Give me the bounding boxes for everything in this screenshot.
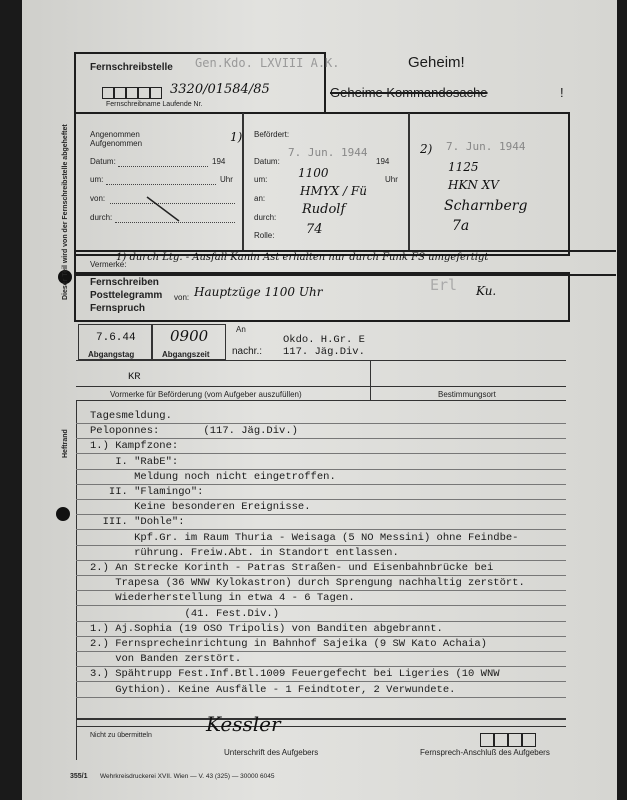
forwarded-year: 194 [376,157,390,166]
angenommen-label: Angenommen [90,130,140,139]
signature: Kessler [206,712,281,736]
received-um-label: um: [90,175,104,184]
dispatch-date: 7.6.44 [96,332,136,344]
body-line: II. "Flamingo": [90,486,204,498]
ruled-line [76,560,566,561]
posttelegramm-label: Posttelegramm [90,290,163,301]
ruled-line [76,666,566,667]
body-line: 2.) Fernsprecheinrichtung in Bahnhof Sajeika (9 SW Kato Achaia) [90,638,487,650]
note-label: Vermerke: [90,260,127,269]
received-date-line [118,166,208,167]
exclamation: ! [560,85,564,100]
aufgenommen-label: Aufgenommen [90,139,143,148]
phone-label: Fernsprech-Anschluß des Aufgebers [420,748,550,757]
body-line: rührung. Freiw.Abt. in Standort entlassen. [90,546,399,559]
serial-number: 3320/01584/85 [170,82,270,97]
kr-bottom-line [76,400,566,401]
body-line: Meldung noch nicht eingetroffen. [90,470,336,483]
forwarded-durch-value: Rudolf [302,202,346,217]
body-line: 1.) Aj.Sophia (19 OSO Tripolis) von Banditen abgebrannt. [90,622,443,635]
col-divider-2 [408,113,410,251]
ruled-line [76,438,566,439]
kr-top-line [76,360,566,361]
dispatch-time: 0900 [170,327,209,345]
ruled-line [76,529,566,530]
ruled-line [76,514,566,515]
transmission-von-label: von: [174,293,190,302]
forwarded-time: 1100 [298,166,329,180]
body-line: I. "RabE": [90,455,179,468]
forwarded-uhr: Uhr [385,175,398,184]
dispatch-time-label: Abgangszeit [162,350,210,359]
received-year: 194 [212,157,226,166]
phone-box-1 [480,733,494,747]
fernspruch-label: Fernspruch [90,303,146,314]
col2-marker: 1) [230,130,243,144]
fernschreibstelle-label: Fernschreibstelle [90,62,173,73]
ruled-line [76,697,566,698]
body-line: 3.) Spähtrupp Fest.Inf.Btl.1009 Feuergefecht bei Ligeries (10 WNW [90,668,500,681]
cut-notice-label: Dieser Teil wird von der Fernschreibstelle abgeheftet [62,124,69,300]
ruled-line [76,453,566,454]
destination-label: Bestimmungsort [438,390,496,399]
col3-to: HKN XV [448,178,499,192]
forwarded-datum-label: Datum: [254,157,280,166]
received-durch-label: durch: [90,213,113,222]
forwarded-an-value: HMYX / Fü [300,184,367,198]
body-line: Peloponnes: (117. Jäg.Div.) [90,425,298,438]
serial-box-1 [102,87,114,99]
col3-time: 1125 [448,160,479,174]
serial-box-5 [150,87,162,99]
forwarded-date-stamp: 7. Jun. 1944 [288,146,368,159]
col3-rolle: 7a [452,218,470,234]
unit-stamp: Gen.Kdo. LXVIII A.K. [195,56,340,70]
ruled-line [76,545,566,546]
footer-line-2 [76,726,566,727]
body-line: Kpf.Gr. im Raum Thuria - Weisaga (5 NO Messini) ohne Feindbe- [90,531,519,544]
received-um-line [106,184,216,185]
received-datum-label: Datum: [90,157,116,166]
signature-label: Unterschrift des Aufgebers [224,748,319,757]
kr-label-line [76,386,370,387]
transmission-initials: Ku. [476,284,497,298]
phone-box-3 [508,733,522,747]
dispatch-date-label: Abgangstag [88,350,135,359]
col3-by: Scharnberg [444,198,528,214]
body-line: Gythion). Keine Ausfälle - 1 Feindtoter, 2 Verwundete. [90,683,456,696]
ruled-line [76,681,566,682]
ruled-line [76,636,566,637]
serial-box-3 [126,87,138,99]
forwarded-an-label: an: [254,194,266,203]
cc-label: nachr.: [232,346,263,357]
form-number: 355/1 [70,773,88,780]
received-dash-mark [145,195,185,225]
ruled-line [76,651,566,652]
ruled-line [76,621,566,622]
note-text: 1) durch Ltg. - Ausfall Kanin Ast erhalten nur durch Funk FS umgefertigt [116,252,489,263]
an-label: An [236,325,246,334]
phone-box-4 [522,733,536,747]
fernschreiben-label: Fernschreiben [90,277,159,288]
serial-label: Fernschreibname Laufende Nr. [106,101,203,108]
cc-recipient: 117. Jäg.Div. [283,346,365,358]
kr-divider [370,360,371,400]
destination-line [370,386,566,387]
ruled-line [76,484,566,485]
classification: Geheim! [408,54,465,71]
classification-struck: Geheime Kommandosache [330,85,488,100]
printer-line: Wehrkreisdruckerei XVII. Wien — V. 43 (325) — 30000 6045 [100,773,275,780]
phone-box-2 [494,733,508,747]
transmission-from: Hauptzüge 1100 Uhr [194,285,323,299]
body-line: Tagesmeldung. [90,410,172,422]
punch-hole-bottom [56,507,70,521]
body-line: Wiederherstellung in etwa 4 - 6 Tagen. [90,592,355,605]
serial-box-4 [138,87,150,99]
body-line: III. "Dohle": [90,516,185,529]
ruled-line [76,499,566,500]
col3-number: 2) [420,142,433,156]
forwarded-durch-label: durch: [254,213,277,222]
body-line: (41. Fest.Div.) [90,607,280,620]
forwarded-rolle-value: 74 [306,222,323,237]
ruled-line [76,575,566,576]
ruled-line [76,605,566,606]
heftrand-label: Heftrand [62,429,69,458]
vermerke-befoerderung-label: Vormerke für Beförderung (vom Aufgeber auszufüllen) [110,390,302,399]
footer-line-1 [76,718,566,720]
received-von-label: von: [90,194,106,203]
serial-box-2 [114,87,126,99]
erl-stamp: Erl [430,276,458,294]
forwarded-um-label: um: [254,175,268,184]
forwarded-rolle-label: Rolle: [254,231,275,240]
received-uhr: Uhr [220,175,233,184]
befoerdert-label: Befördert: [254,130,290,139]
body-line: Trapesa (36 WNW Kylokastron) durch Sprengung nachhaltig zerstört. [90,577,525,590]
kr-text: KR [128,371,141,383]
ruled-line [76,469,566,470]
not-sent-label: Nicht zu übermitteln [90,732,152,739]
body-line: 1.) Kampfzone: [90,440,179,453]
body-line: 2.) An Strecke Korinth - Patras Straßen- und Eisenbahnbrücke bei [90,562,494,574]
ruled-line [76,423,566,424]
recipient: Okdo. H.Gr. E [283,334,365,346]
body-line: Keine besonderen Ereignisse. [90,501,311,514]
col3-date-stamp: 7. Jun. 1944 [446,140,526,153]
body-line: von Banden zerstört. [90,653,242,666]
ruled-line [76,590,566,591]
